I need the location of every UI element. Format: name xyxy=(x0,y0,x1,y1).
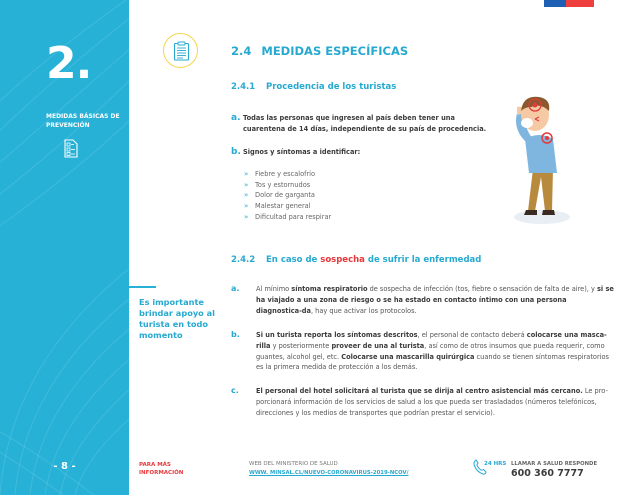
item-text xyxy=(256,284,614,316)
symptom-text: Dolor de garganta xyxy=(255,191,315,200)
symptom-item xyxy=(244,180,331,191)
section-heading xyxy=(231,44,408,58)
chevron-icon: » xyxy=(244,212,249,221)
subsection-title-post: de sufrir la enfermedad xyxy=(364,255,482,265)
callout-text: Es importante brindar apoyo al turista en todo momento xyxy=(139,297,215,340)
item-text xyxy=(256,386,614,418)
web-label: WEB DEL MINISTERIO DE SALUD xyxy=(249,461,338,467)
bold-text: Si un turista reporta los síntomas descritos xyxy=(256,331,418,339)
subsection-title-highlight: sospecha xyxy=(320,255,365,265)
clipboard-icon xyxy=(163,33,198,68)
item-marker: b. xyxy=(231,330,240,339)
subsection-heading-2 xyxy=(231,255,481,265)
sick-man-headache-illustration xyxy=(495,89,595,229)
hours-label: 24 HRS xyxy=(484,461,507,467)
text-run: y posteriormente xyxy=(270,341,332,350)
more-info-label: PARA MÁS INFORMACIÓN xyxy=(139,462,184,476)
web-link[interactable]: WWW. MINSAL.CL/NUEVO-CORONAVIRUS-2019-NCOV/ xyxy=(249,470,409,476)
item-text: Todas las personas que ingresen al país deben tener una cuarentena de 14 días, independiente de su país de procedencia. xyxy=(243,114,487,133)
list-item-2a xyxy=(231,284,616,318)
symptom-text: Dificultad para respirar xyxy=(255,212,332,221)
list-item-2c xyxy=(231,386,616,420)
chevron-icon: » xyxy=(244,180,249,189)
section-number: 2.4 xyxy=(231,44,252,58)
item-text: Signos y síntomas a identificar: xyxy=(243,148,361,156)
symptom-item xyxy=(244,201,331,212)
page-number: - 8 - xyxy=(53,461,76,472)
section-title: MEDIDAS ESPECÍFICAS xyxy=(261,44,409,58)
subsection-title-pre: En caso de xyxy=(266,255,321,265)
bold-text: si se ha viajado a una zona de riesgo o se ha estado en contacto íntimo con una persona diagnostica-da xyxy=(256,285,614,315)
callout-divider xyxy=(129,286,156,288)
text-run: , hay que activar los protocolos. xyxy=(310,306,417,315)
item-text xyxy=(256,330,614,373)
text-run: de sospecha de infección (tos, fiebre o sensación de falta de aire), y xyxy=(367,285,597,293)
text-run: Al mínimo xyxy=(256,285,292,293)
call-number[interactable]: 600 360 7777 xyxy=(511,468,584,479)
subsection-number: 2.4.1 xyxy=(231,82,256,92)
bold-text: Colocarse una mascarilla quirúrgica xyxy=(341,352,475,361)
subsection-title: Procedencia de los turistas xyxy=(266,82,397,92)
document-checklist-icon xyxy=(64,139,78,158)
text-run: , así como de otros insumos que pueda requerir, como guantes, alcohol gel, etc. xyxy=(256,341,605,361)
symptom-item xyxy=(244,169,331,180)
list-item-a xyxy=(231,113,491,137)
bold-text: El personal del hotel solicitará al turista que se dirija al centro asistencial más cercano. xyxy=(256,387,583,395)
bold-text: proveer de una al turista xyxy=(331,341,425,350)
chapter-title: MEDIDAS BÁSICAS DE PREVENCIÓN xyxy=(46,113,120,129)
list-item-2b xyxy=(231,330,616,375)
symptom-list xyxy=(244,169,331,223)
chevron-icon: » xyxy=(244,202,249,211)
flag-stripe xyxy=(544,0,594,7)
call-label: LLAMAR A SALUD RESPONDE xyxy=(511,461,598,467)
symptom-text: Malestar general xyxy=(255,202,311,211)
chevron-icon: » xyxy=(244,170,249,178)
text-run: , el personal de contacto deberá xyxy=(417,331,527,339)
symptom-text: Fiebre y escalofrío xyxy=(255,170,316,178)
item-marker: a. xyxy=(231,284,240,293)
subsection-heading-1 xyxy=(231,82,396,92)
symptom-text: Tos y estornudos xyxy=(255,180,311,189)
chevron-icon: » xyxy=(244,191,249,200)
symptom-item xyxy=(244,190,331,201)
chapter-sidebar xyxy=(0,0,129,495)
text-run: Le pro-porcionará información de los servicios de salud a los que pueda ser trasladados (números telefónicos, direcciones y los medios de transportes que podrían prestar el servicio). xyxy=(256,387,608,417)
bold-text: colocarse una masca-rilla xyxy=(256,331,607,350)
text-run: cuando se tienen síntomas respiratorios es la primera medida de protección a los demás. xyxy=(256,352,609,372)
bold-text: síntoma respiratorio xyxy=(291,285,368,293)
item-marker: a. xyxy=(231,113,241,123)
item-marker: b. xyxy=(231,147,241,157)
list-item-b xyxy=(231,147,491,159)
flag-red xyxy=(566,0,594,7)
chapter-number: 2. xyxy=(46,38,92,89)
item-marker: c. xyxy=(231,386,239,395)
flag-blue xyxy=(544,0,566,7)
symptom-item xyxy=(244,212,331,223)
subsection-number: 2.4.2 xyxy=(231,255,256,265)
